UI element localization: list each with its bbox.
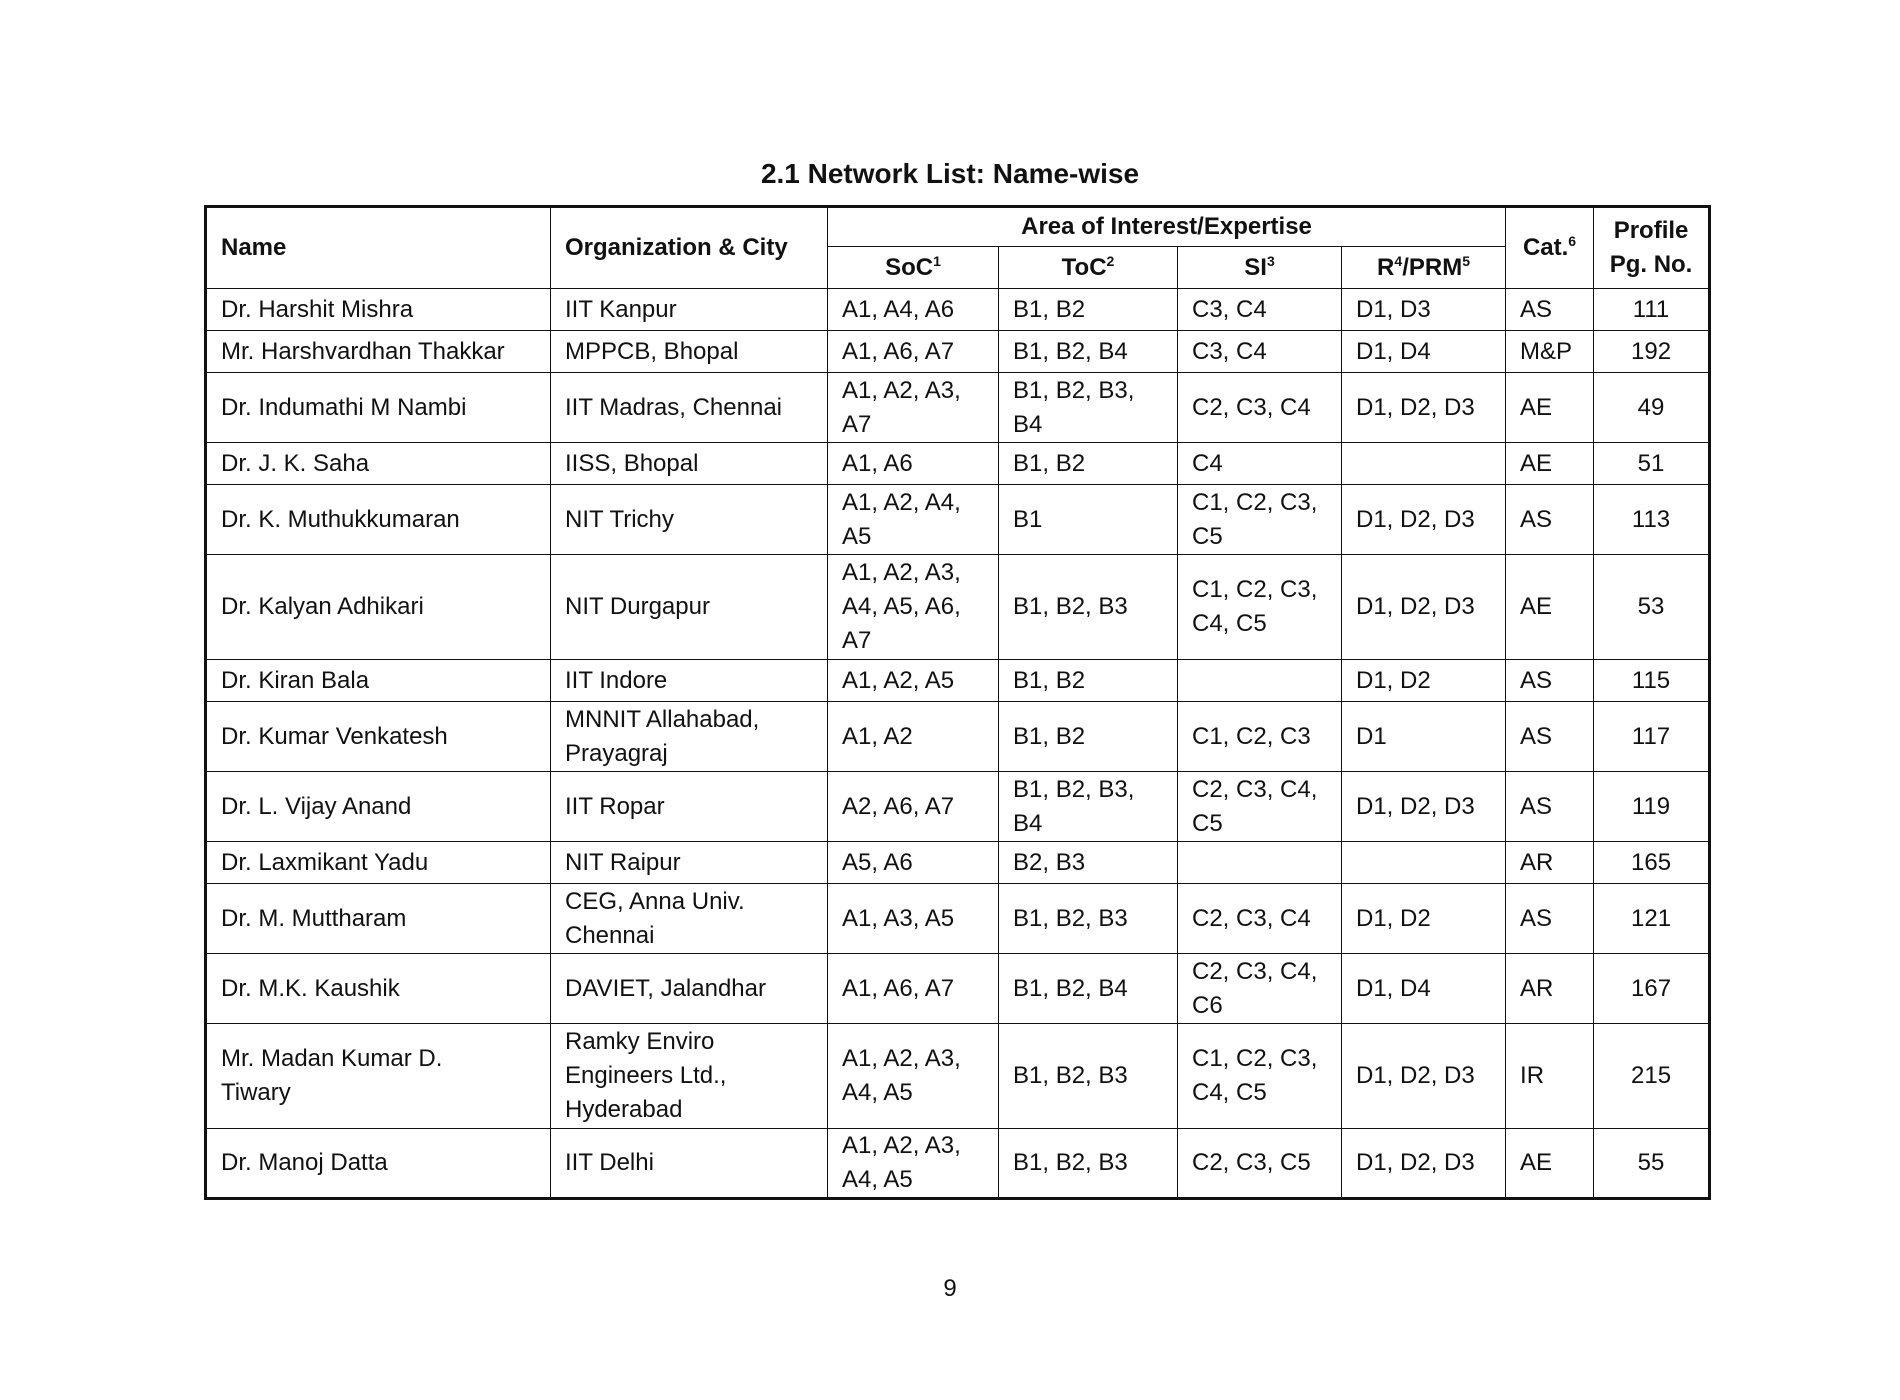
cell-soc: A1, A2, A3, A7 (828, 373, 999, 443)
header-organization: Organization & City (551, 207, 828, 289)
header-r-prm: $R^4/PRM^5$ (1342, 247, 1506, 289)
cell-profile-page: 119 (1594, 772, 1710, 842)
cell-organization: NIT Durgapur (551, 555, 828, 660)
cell-toc: B1, B2, B3 (999, 1024, 1178, 1129)
page-title: 2.1 Network List: Name-wise (760, 158, 1140, 189)
cell-toc: B1, B2 (999, 289, 1178, 331)
cell-category: AS (1506, 702, 1594, 772)
cell-name: Mr. Madan Kumar D. Tiwary (206, 1024, 551, 1129)
cell-name: Dr. L. Vijay Anand (206, 772, 551, 842)
cell-profile-page: 55 (1594, 1129, 1710, 1199)
cell-soc: A1, A4, A6 (828, 289, 999, 331)
cell-category: AE (1506, 443, 1594, 485)
cell-category: AS (1506, 884, 1594, 954)
cell-toc: B2, B3 (999, 842, 1178, 884)
cell-profile-page: 49 (1594, 373, 1710, 443)
cell-name: Dr. J. K. Saha (206, 443, 551, 485)
table-row (206, 660, 1710, 702)
cell-soc: A1, A2, A3, A4, A5, A6, A7 (828, 555, 999, 660)
cell-si: C2, C3, C5 (1178, 1129, 1342, 1199)
table-row (206, 331, 1710, 373)
cell-category: AS (1506, 485, 1594, 555)
table-body (206, 289, 1710, 1199)
cell-organization: IISS, Bhopal (551, 443, 828, 485)
cell-name: Dr. Kumar Venkatesh (206, 702, 551, 772)
cell-name: Dr. Laxmikant Yadu (206, 842, 551, 884)
cell-toc: B1, B2, B3 (999, 555, 1178, 660)
cell-r-prm: D1, D3 (1342, 289, 1506, 331)
cell-r-prm: D1 (1342, 702, 1506, 772)
cell-profile-page: 53 (1594, 555, 1710, 660)
cell-r-prm: D1, D2, D3 (1342, 485, 1506, 555)
cell-si (1178, 660, 1342, 702)
table-row (206, 954, 1710, 1024)
cell-r-prm: D1, D2 (1342, 884, 1506, 954)
cell-si: C4 (1178, 443, 1342, 485)
cell-profile-page: 167 (1594, 954, 1710, 1024)
cell-r-prm: D1, D2, D3 (1342, 1024, 1506, 1129)
cell-category: AR (1506, 954, 1594, 1024)
cell-organization: IIT Kanpur (551, 289, 828, 331)
cell-profile-page: 215 (1594, 1024, 1710, 1129)
cell-profile-page: 51 (1594, 443, 1710, 485)
cell-r-prm: D1, D2, D3 (1342, 555, 1506, 660)
cell-category: M&P (1506, 331, 1594, 373)
cell-organization: IIT Ropar (551, 772, 828, 842)
cell-name: Dr. K. Muthukkumaran (206, 485, 551, 555)
cell-organization: DAVIET, Jalandhar (551, 954, 828, 1024)
cell-toc: B1, B2, B3 (999, 1129, 1178, 1199)
table-row (206, 555, 1710, 660)
cell-category: AR (1506, 842, 1594, 884)
table-row (206, 443, 1710, 485)
cell-soc: A1, A2 (828, 702, 999, 772)
cell-r-prm: D1, D2, D3 (1342, 772, 1506, 842)
cell-profile-page: 117 (1594, 702, 1710, 772)
cell-name: Mr. Harshvardhan Thakkar (206, 331, 551, 373)
cell-toc: B1, B2 (999, 702, 1178, 772)
cell-si: C2, C3, C4 (1178, 373, 1342, 443)
cell-category: AE (1506, 1129, 1594, 1199)
table-row (206, 842, 1710, 884)
cell-name: Dr. Manoj Datta (206, 1129, 551, 1199)
cell-soc: A1, A2, A5 (828, 660, 999, 702)
header-area-of-interest: Area of Interest/Expertise (828, 207, 1506, 247)
cell-toc: B1, B2, B4 (999, 954, 1178, 1024)
cell-profile-page: 192 (1594, 331, 1710, 373)
table-row (206, 1024, 1710, 1129)
network-table (204, 205, 1711, 1200)
cell-soc: A1, A6, A7 (828, 954, 999, 1024)
cell-toc: B1, B2 (999, 660, 1178, 702)
header-toc: ToC$^2$ (999, 247, 1178, 289)
cell-organization: MNNIT Allahabad, Prayagraj (551, 702, 828, 772)
cell-organization: NIT Trichy (551, 485, 828, 555)
cell-soc: A1, A2, A3, A4, A5 (828, 1024, 999, 1129)
cell-category: AS (1506, 289, 1594, 331)
cell-soc: A2, A6, A7 (828, 772, 999, 842)
cell-soc: A1, A2, A3, A4, A5 (828, 1129, 999, 1199)
cell-si: C2, C3, C4, C6 (1178, 954, 1342, 1024)
cell-si: C2, C3, C4 (1178, 884, 1342, 954)
cell-profile-page: 165 (1594, 842, 1710, 884)
cell-profile-page: 121 (1594, 884, 1710, 954)
cell-profile-page: 111 (1594, 289, 1710, 331)
cell-organization: IIT Delhi (551, 1129, 828, 1199)
table-row (206, 1129, 1710, 1199)
cell-r-prm: D1, D4 (1342, 331, 1506, 373)
cell-name: Dr. Kiran Bala (206, 660, 551, 702)
cell-si: C3, C4 (1178, 289, 1342, 331)
cell-si: C3, C4 (1178, 331, 1342, 373)
cell-organization: Ramky Enviro Engineers Ltd., Hyderabad (551, 1024, 828, 1129)
page-number: 9 (943, 1275, 957, 1302)
cell-r-prm (1342, 443, 1506, 485)
cell-organization: MPPCB, Bhopal (551, 331, 828, 373)
cell-soc: A1, A2, A4, A5 (828, 485, 999, 555)
cell-organization: NIT Raipur (551, 842, 828, 884)
cell-r-prm (1342, 842, 1506, 884)
cell-category: AS (1506, 772, 1594, 842)
cell-si: C1, C2, C3, C4, C5 (1178, 1024, 1342, 1129)
table-row (206, 289, 1710, 331)
table-row (206, 485, 1710, 555)
cell-name: Dr. M.K. Kaushik (206, 954, 551, 1024)
cell-category: AE (1506, 373, 1594, 443)
cell-name: Dr. Indumathi M Nambi (206, 373, 551, 443)
table-row (206, 373, 1710, 443)
cell-organization: CEG, Anna Univ. Chennai (551, 884, 828, 954)
header-name: Name (206, 207, 551, 289)
cell-category: AE (1506, 555, 1594, 660)
cell-si: C2, C3, C4, C5 (1178, 772, 1342, 842)
cell-toc: B1, B2, B3, B4 (999, 373, 1178, 443)
cell-category: IR (1506, 1024, 1594, 1129)
cell-profile-page: 115 (1594, 660, 1710, 702)
table-row (206, 884, 1710, 954)
cell-category: AS (1506, 660, 1594, 702)
cell-toc: B1, B2, B3 (999, 884, 1178, 954)
header-soc: SoC$^1$ (828, 247, 999, 289)
cell-soc: A5, A6 (828, 842, 999, 884)
cell-r-prm: D1, D2, D3 (1342, 373, 1506, 443)
cell-si: C1, C2, C3, C4, C5 (1178, 555, 1342, 660)
cell-si (1178, 842, 1342, 884)
cell-r-prm: D1, D4 (1342, 954, 1506, 1024)
cell-organization: IIT Madras, Chennai (551, 373, 828, 443)
cell-r-prm: D1, D2 (1342, 660, 1506, 702)
header-si: $SI^3$ (1178, 247, 1342, 289)
table-row (206, 772, 1710, 842)
cell-name: Dr. Kalyan Adhikari (206, 555, 551, 660)
cell-r-prm: D1, D2, D3 (1342, 1129, 1506, 1199)
cell-soc: A1, A6, A7 (828, 331, 999, 373)
cell-toc: B1, B2 (999, 443, 1178, 485)
header-profile-page: Profile Pg. No. (1594, 207, 1710, 289)
table-row (206, 702, 1710, 772)
cell-soc: A1, A6 (828, 443, 999, 485)
cell-name: Dr. M. Muttharam (206, 884, 551, 954)
cell-toc: B1, B2, B4 (999, 331, 1178, 373)
cell-name: Dr. Harshit Mishra (206, 289, 551, 331)
cell-toc: B1 (999, 485, 1178, 555)
cell-organization: IIT Indore (551, 660, 828, 702)
header-category: Cat.$^6$ (1506, 207, 1594, 289)
cell-toc: B1, B2, B3, B4 (999, 772, 1178, 842)
cell-soc: A1, A3, A5 (828, 884, 999, 954)
cell-si: C1, C2, C3 (1178, 702, 1342, 772)
cell-si: C1, C2, C3, C5 (1178, 485, 1342, 555)
cell-profile-page: 113 (1594, 485, 1710, 555)
